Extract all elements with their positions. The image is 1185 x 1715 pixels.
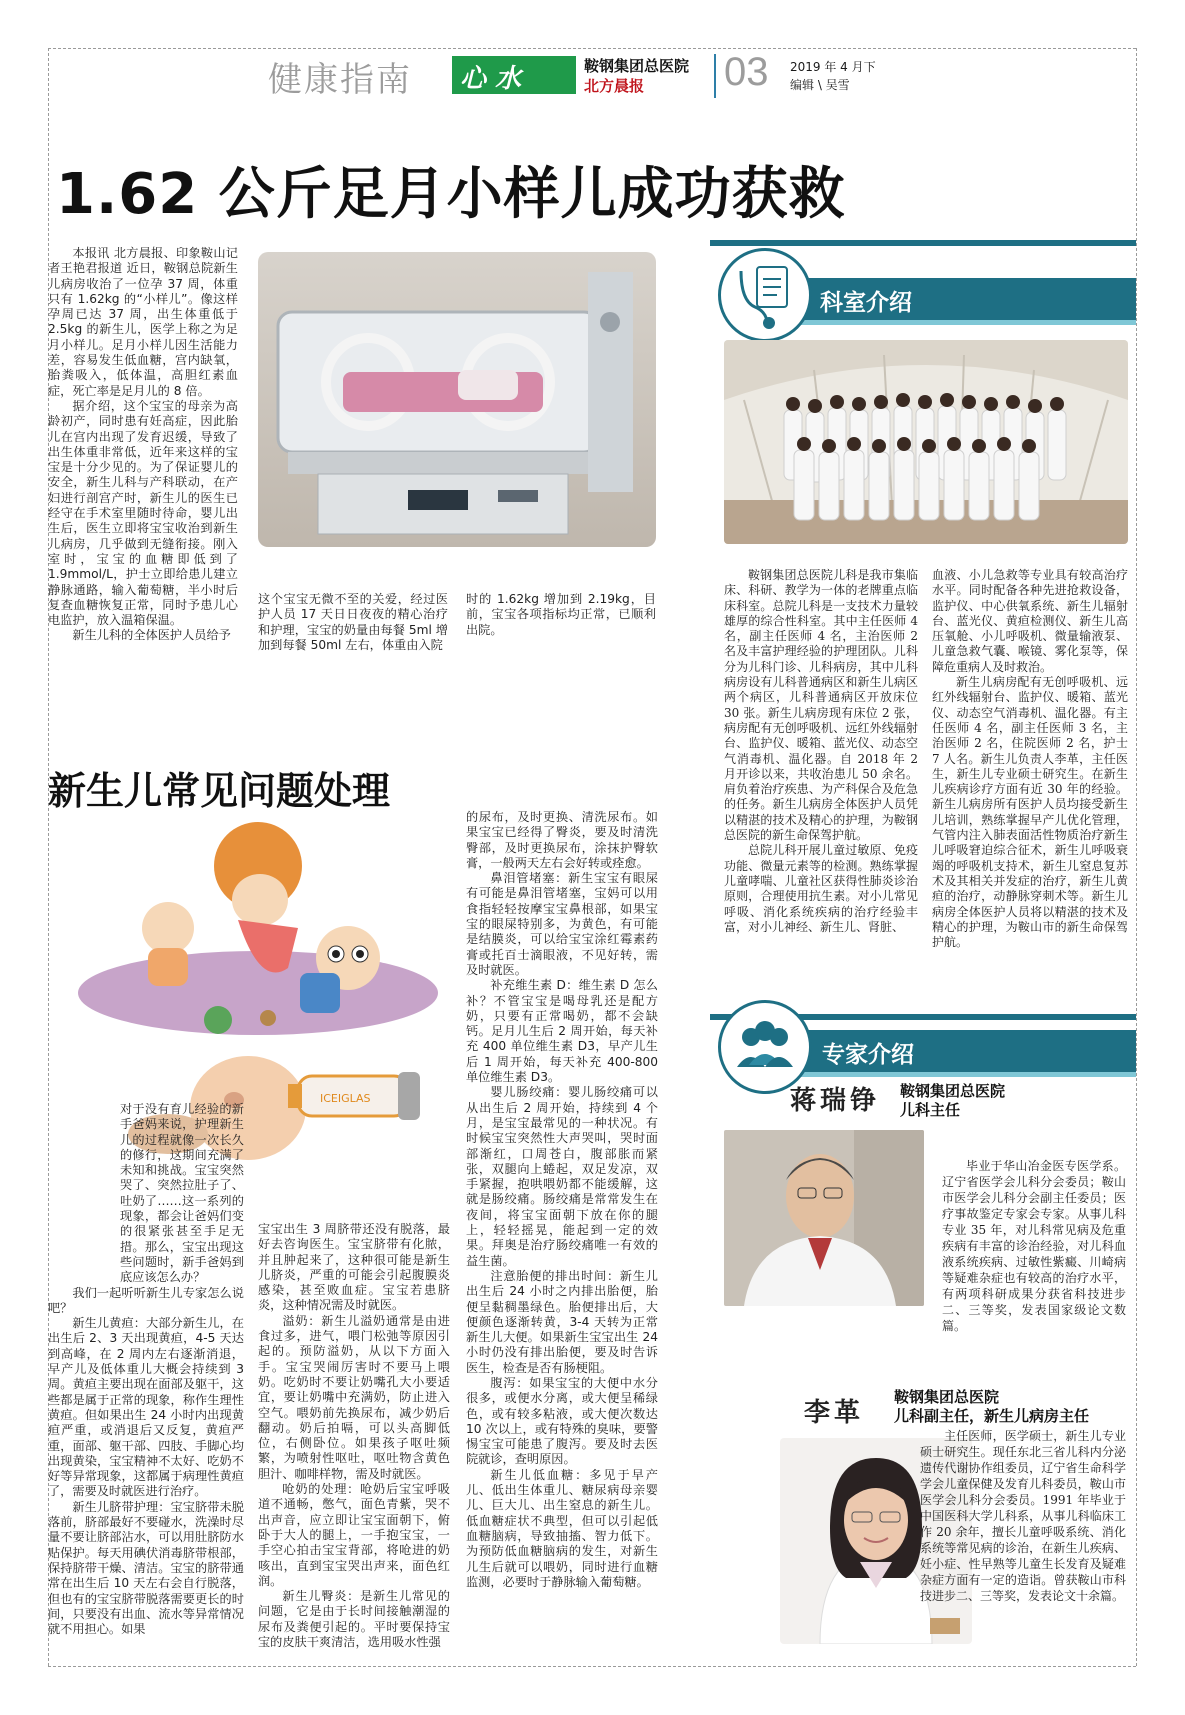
expert1-hospital: 鞍钢集团总医院: [900, 1082, 1006, 1100]
article1-col3: [466, 592, 656, 638]
header-divider: [714, 54, 716, 98]
issue-date: 2019 年 4 月下: [790, 60, 876, 74]
staff-group-photo: [724, 340, 1128, 544]
page-border-top: [48, 48, 1136, 49]
dept-section-label: 科室介绍: [820, 289, 912, 316]
article2-tear-duct: 鼻泪管堵塞：新生宝宝有眼屎有可能是鼻泪管堵塞，宝妈可以用食指轻轻按摩宝宝鼻根部，如果宝宝的眼屎特别多，为黄色，有可能是结膜炎，可以给宝宝涂红霉素药膏或托百士滴眼液，不见好转，需及时就医。: [466, 871, 658, 977]
article1-para3: 新生儿科的全体医护人员给予: [72, 628, 231, 643]
article2-col3-text: 的尿布，及时更换、清洗尿布。如果宝宝已经得了臀炎，要及时清洗臀部，及时更换尿布，涂抹护臀软膏，一般两天左右会好转或痊愈。: [466, 810, 658, 870]
article2-jaundice: 新生儿黄疸：大部分新生儿，在出生后 2、3 天出现黄疸，4-5 天达到高峰，在 2 周内左右逐渐消退，早产儿及低体重儿大概会持续到 3 周。黄疸主要出现在面部及躯干，这些都是属于正常的现象，称作生理性黄疸。但如果出生 24 小时内出现黄疸严重，或消退后又反复，黄疸严重，面部、躯干部、四肢、手脚心均出现黄染，宝宝精神不太好、吃奶不好等异常现象，这都属于病理性黄疸了，需要及时就医进行治疗。: [48, 1316, 244, 1499]
expert1-name: 蒋瑞铮: [790, 1086, 881, 1116]
article2-col1: [48, 1102, 244, 1637]
expert2-bio: [920, 1428, 1126, 1604]
article2-col2-text: 宝宝出生 3 周脐带还没有脱落，最好去咨询医生。宝宝脐带有化脓，并且肿起来了，这种很可能是新生儿脐炎，严重的可能会引起腹膜炎感染，甚至败血症。宝宝若患脐炎，这种情况需及时就医。: [258, 1222, 450, 1313]
page-border-right: [1136, 48, 1137, 1666]
page-border-bottom: [48, 1666, 1136, 1667]
article1-col2-text: 这个宝宝无微不至的关爱，经过医护人员 17 天日日夜夜的精心治疗和护理，宝宝的奶量由每餐 5ml 增加到每餐 50ml 左右，体重由入院: [258, 592, 448, 652]
article2-diaper-rash: 新生儿臀炎：是新生儿常见的问题，它是由于长时间接触潮湿的尿布及粪便引起的。平时要保持宝宝的皮肤干爽清洁，选用吸水性强: [258, 1589, 450, 1650]
expert1-affiliation: [900, 1082, 1005, 1120]
article1-col2: [258, 592, 448, 653]
dept-para4: 新生儿病房配有无创呼吸机、远红外线辐射台、监护仪、暖箱、蓝光仪、动态空气消毒机、温化器。有主任医师 4 名，副主任医师 3 名，主治医师 2 名，住院医师 2 名，护士 7 人名。新生儿负责人李革，主任医生，新生儿专业硕士研究生。在新生儿疾病诊疗方面有近 30 年的经验。新生儿病房所有医护人员均接受新生儿培训，熟练掌握早产儿优化管理，气管内注入肺表面活性物质治疗新生儿呼吸窘迫综合征术，新生儿呼吸衰竭的呼吸机支持术，新生儿窒息复苏术及其相关并发症的治疗，新生儿黄疸的治疗，动静脉穿刺术等。新生儿病房全体医护人员将以精湛的技术及精心的护理，为鞍山市的新生命保驾护航。: [932, 675, 1128, 950]
article2-col3: [466, 810, 658, 1590]
article2-spit-up: 溢奶：新生儿溢奶通常是由进食过多，进气，喂门松弛等原因引起的。预防溢奶，从以下方面入手。宝宝哭闹厉害时不要马上喂奶。吃奶时不要让奶嘴孔大小要适宜，要让奶嘴中充满奶，防止进入空气。喂奶前先换尿布，减少奶后翻动。奶后拍嗝，可以头高脚低位，右侧卧位。如果孩子呕吐频繁，为喷射性呕吐，呕吐物含黄色胆汁、咖啡样物，需及时就医。: [258, 1313, 450, 1481]
article1-col3-text: 时的 1.62kg 增加到 2.19kg，目前，宝宝各项指标均正常，已顺利出院。: [466, 592, 656, 637]
expert1-title: 儿科主任: [900, 1101, 961, 1119]
header-paper-name: 北方晨报: [584, 77, 645, 95]
article2-intro: 对于没有育儿经验的新手爸妈来说，护理新生儿的过程就像一次长久的修行，这期间充满了未知和挑战。宝宝突然哭了、突然拉肚子了、吐奶了……这一系列的现象，都会让爸妈们变的很紧张甚至手足无措。那么，宝宝出现这些问题时，新手爸妈到底应该怎么办？: [120, 1102, 244, 1285]
header-hospital: 鞍钢集团总医院: [584, 57, 690, 75]
bottle-label: ICEIGLAS: [320, 1092, 371, 1105]
dept-col1: [724, 568, 918, 935]
article2-diarrhea: 腹泻：如果宝宝的大便中水分很多，或便水分离，或大便呈稀绿色，或有较多粘液，或大便次数达 10 次以上，或有特殊的臭味，要警惕宝宝可能患了腹泻。要及时去医院就诊，查明原因。: [466, 1375, 658, 1467]
article2-col2: [258, 1222, 450, 1650]
dept-col2: [932, 568, 1128, 950]
expert2-name: 李革: [804, 1398, 865, 1428]
expert2-bio-text: 主任医师，医学硕士，新生儿专业硕士研究生。现任东北三省儿科内分泌遗传代谢协作组委员，辽宁省生命科学学会儿童保健及发育儿科委员，鞍山市医学会儿科分会委员。1991 年毕业于中国医科大学儿科系，从事儿科临床工作 20 余年，擅长儿童呼吸系统、消化系统等常见病的诊治，在新生儿疾病、妊小症、性早熟等儿童生长发育及疑难杂症方面有一定的造诣。曾获鞍山市科技进步二、三等奖，发表论文十余篇。: [920, 1429, 1126, 1603]
article2-meconium: 注意胎便的排出时间：新生儿出生后 24 小时之内排出胎便，胎便呈黏稠墨绿色。胎便排出后，大便颜色逐渐转黄，3-4 天转为正常新生儿大便。如果新生宝宝出生 24 小时仍没有排出胎便，要及时告诉医生，检查是否有肠梗阻。: [466, 1268, 658, 1375]
article2-choking: 呛奶的处理：呛奶后宝宝呼吸道不通畅，憋气，面色青紫，哭不出声音，应立即让宝宝面朝下，俯卧于大人的腿上，一手抱宝宝，一手空心拍击宝宝背部，将呛进的奶咳出，直到宝宝哭出声来，面色红润。: [258, 1482, 450, 1588]
section-title: 健康指南: [268, 60, 412, 100]
article1-col1: [48, 246, 238, 644]
editor: 编辑 \ 吴雪: [790, 78, 850, 92]
article1-lead: 本报讯 北方晨报、印象鞍山记者王艳君报道 近日，鞍钢总院新生儿病房收治了一位孕 37 周，体重只有 1.62kg 的“小样儿”。像这样孕周已达 37 周，出生体重低于 2.5kg 的新生儿，医学上称之为足月小样儿。足月小样儿因生活能力差，容易发生低血糖，宫内缺氧，胎粪吸入，低体温，高胆红素血症，死亡率是足月儿的 8 倍。: [48, 246, 238, 398]
article2-headline: 新生儿常见问题处理: [48, 769, 391, 813]
dept-rule: [710, 240, 1136, 246]
dept-para1: 鞍钢集团总医院儿科是我市集临床、科研、教学为一体的老牌重点临床科室。总院儿科是一支技术力量较雄厚的综合性科室。其中主任医师 4 名，副主任医师 4 名，主治医师 2 名及丰富护理经验的护理团队。儿科分为儿科门诊、儿科病房，其中儿科病房设有儿科普通病区和新生儿病区两个病区，儿科普通病区开放床位 30 张。新生儿病房现有床位 2 张，病房配有无创呼吸机、远红外线辐射台、监护仪、暖箱、蓝光仪、动态空气消毒机、温化器。自 2018 年 2 月开诊以来，共收治患儿 50 余名。肩负着治疗疾患、为产科保合及危急的任务。新生儿病房全体医护人员凭以精湛的技术及精心的护理，为鞍钢总医院的新生命保驾护航。: [724, 568, 918, 843]
incubator-photo: [258, 252, 656, 547]
article1-para2: 据介绍，这个宝宝的母亲为高龄初产，同时患有妊高症，因此胎儿在宫内出现了发育迟缓，导致了出生体重非常低，近年来这样的宝宝是十分少见的。为了保证婴儿的安全，新生儿科与产科联动，在产妇进行剖宫产时，新生儿的医生已经守在手术室里随时待命，婴儿出生后，医生立即将宝宝收治到新生儿病房，几乎做到无缝衔接。刚入室时，宝宝的血糖即低到了 1.9mmol/L，护士立即给患儿建立静脉通路，输入葡萄糖，半小时后复查血糖恢复正常，同时予患儿心电监护，放入温箱保温。: [48, 398, 238, 628]
expert2-affiliation: [894, 1388, 1089, 1426]
article2-hypoglycemia: 新生儿低血糖：多见于早产儿、低出生体重儿、糖尿病母亲婴儿、巨大儿、出生窒息的新生儿。低血糖症状不典型，但可以引起低血糖脑病，导致抽搐、智力低下。为预防低血糖脑病的发生，对新生儿生后就可以喂奶，同时进行血糖监测，必要时于静脉输入葡萄糖。: [466, 1467, 658, 1589]
dept-para3: 血液、小儿急救等专业具有较高治疗水平。同时配备各种先进抢救设备，监护仪、中心供氧系统、新生儿辐射台、蓝光仪、黄疸检测仪、新生儿高压氧舱、小儿呼吸机、微量输液泵、儿童急救气囊、喉镜、雾化泵等，保障危重病人及时救治。: [932, 568, 1128, 674]
article2-vitamin-d: 补充维生素 D：维生素 D 怎么补？不管宝宝是喝母乳还是配方奶，只要有正常喝奶，都不会缺钙。足月儿生后 2 周开始，每天补充 400 单位维生素 D3，早产儿生后 1 周开始，每天补充 400-800 单位维生素 D3。: [466, 978, 658, 1085]
dept-para2: 总院儿科开展儿童过敏原、免疫功能、微量元素等的检测。熟练掌握儿童哮喘、儿童社区获得性肺炎诊治原则，合理使用抗生素。对小儿常见呼吸、消化系统疾病的治疗经验丰富，对小儿神经、新生儿、肾脏、: [724, 843, 918, 934]
expert2-hospital: 鞍钢集团总医院: [894, 1388, 1000, 1406]
article1-headline: 1.62 公斤足月小样儿成功获救: [56, 162, 846, 227]
expert1-photo: [724, 1130, 924, 1306]
paper-logo: 心 水: [452, 56, 576, 94]
article2-colic: 婴儿肠绞痛：婴儿肠绞痛可以从出生后 2 周开始，持续到 4 个月，是宝宝最常见的一种状况。有时候宝宝突然性大声哭叫，哭时面部渐红，口周苍白，腹部胀而紧张，双腿向上蜷起，双足发凉，双手紧握，抱哄喂奶都不能缓解，这就是肠绞痛。肠绞痛是常常发生在夜间，将宝宝面朝下放在你的腿上，轻轻摇晃，能起到一定的效果。拜奥是治疗肠绞痛唯一有效的益生菌。: [466, 1085, 658, 1268]
expert1-bio-text: 毕业于华山冶金医专医学系。辽宁省医学会儿科分会委员；鞍山市医学会儿科分会副主任委员；医疗事故鉴定专家会专家。从事儿科专业 35 年，对儿科常见病及危重疾病有丰富的诊治经验，对儿科血液系统疾病、过敏性紫癜、川崎病等疑难杂症也有较高的治疗水平，有两项科研成果分获省科技进步二、三等奖，发表国家级论文数篇。: [942, 1159, 1126, 1333]
experts-band-underline: [790, 1072, 1136, 1077]
stethoscope-icon: [718, 248, 812, 342]
dept-band-underline: [790, 320, 1136, 325]
page-number: 03: [724, 50, 769, 94]
article2-cord-care: 新生儿脐带护理：宝宝脐带未脱落前，脐部最好不要碰水，洗澡时尽量不要让脐部沾水，可以用肚脐防水贴保护。每天用碘伏消毒脐带根部，保持脐带干燥、清洁。宝宝的脐带通常在出生后 10 天左右会自行脱落，但也有的宝宝脐带脱落需要更长的时间，只要没有出血、流水等异常情况就不用担心。如果: [48, 1499, 244, 1637]
experts-section-label: 专家介绍: [822, 1041, 914, 1068]
expert1-bio: [942, 1158, 1126, 1334]
expert2-title: 儿科副主任，新生儿病房主任: [894, 1407, 1090, 1425]
article2-p1: 我们一起听听新生儿专家怎么说吧？: [48, 1285, 244, 1315]
